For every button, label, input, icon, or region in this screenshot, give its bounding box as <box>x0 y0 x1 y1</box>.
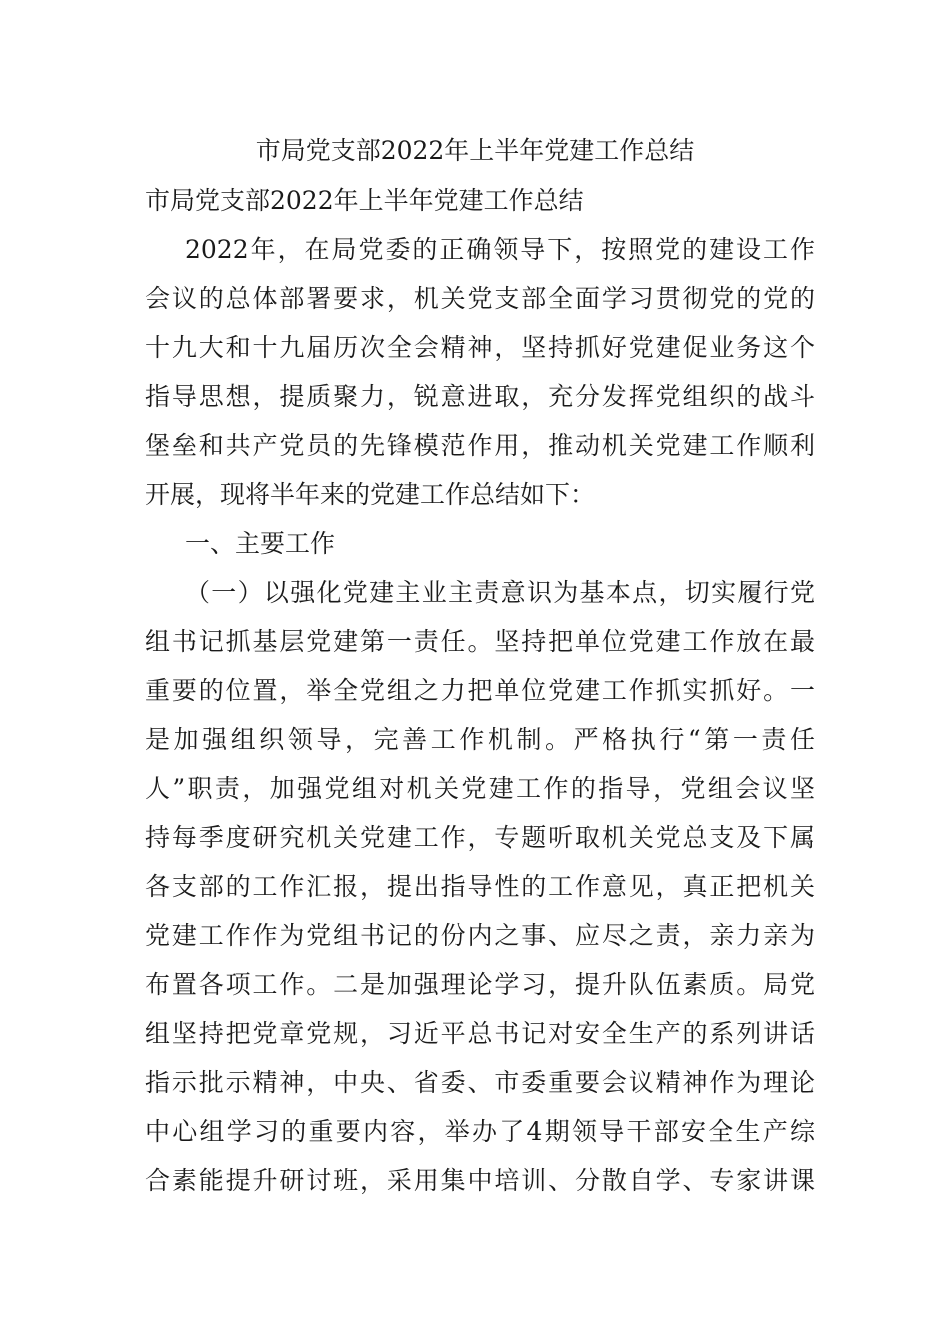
paragraph-line: 各支部的工作汇报，提出指导性的工作意见，真正把机关 <box>145 872 815 901</box>
paragraph-line: 组坚持把党章党规，习近平总书记对安全生产的系列讲话 <box>145 1019 815 1048</box>
paragraph-line: 组书记抓基层党建第一责任。坚持把单位党建工作放在最 <box>145 627 815 656</box>
paragraph-line: 持每季度研究机关党建工作，专题听取机关党总支及下属 <box>145 823 815 852</box>
paragraph-line: 党建工作作为党组书记的份内之事、应尽之责，亲力亲为 <box>145 921 815 950</box>
paragraph-line: 堡垒和共产党员的先锋模范作用，推动机关党建工作顺利 <box>145 431 815 460</box>
paragraph-line: 开展，现将半年来的党建工作总结如下： <box>145 480 596 509</box>
paragraph-line: 重要的位置，举全党组之力把单位党建工作抓实抓好。一 <box>145 676 815 705</box>
paragraph-line: 指导思想，提质聚力，锐意进取，充分发挥党组织的战斗 <box>145 382 815 411</box>
paragraph-line: 一、主要工作 <box>185 529 336 558</box>
paragraph-line: （一）以强化党建主业主责意识为基本点，切实履行党 <box>185 578 815 607</box>
paragraph-line: 中心组学习的重要内容，举办了4期领导干部安全生产综 <box>145 1117 815 1146</box>
paragraph-line: 是加强组织领导，完善工作机制。严格执行“第一责任 <box>145 725 815 754</box>
paragraph-line: 合素能提升研讨班，采用集中培训、分散自学、专家讲课 <box>145 1166 815 1195</box>
paragraph-line: 指示批示精神，中央、省委、市委重要会议精神作为理论 <box>145 1068 815 1097</box>
document-title: 市局党支部2022年上半年党建工作总结 <box>255 136 695 165</box>
document-body <box>145 176 815 1205</box>
paragraph-line: 布置各项工作。二是加强理论学习，提升队伍素质。局党 <box>145 970 815 999</box>
document-subtitle: 市局党支部2022年上半年党建工作总结 <box>145 186 584 215</box>
paragraph-line: 十九大和十九届历次全会精神，坚持抓好党建促业务这个 <box>145 333 815 362</box>
paragraph-line: 会议的总体部署要求，机关党支部全面学习贯彻党的党的 <box>145 284 815 313</box>
paragraph-line: 人”职责，加强党组对机关党建工作的指导，党组会议坚 <box>145 774 815 803</box>
paragraph-line: 2022年，在局党委的正确领导下，按照党的建设工作 <box>185 235 815 264</box>
